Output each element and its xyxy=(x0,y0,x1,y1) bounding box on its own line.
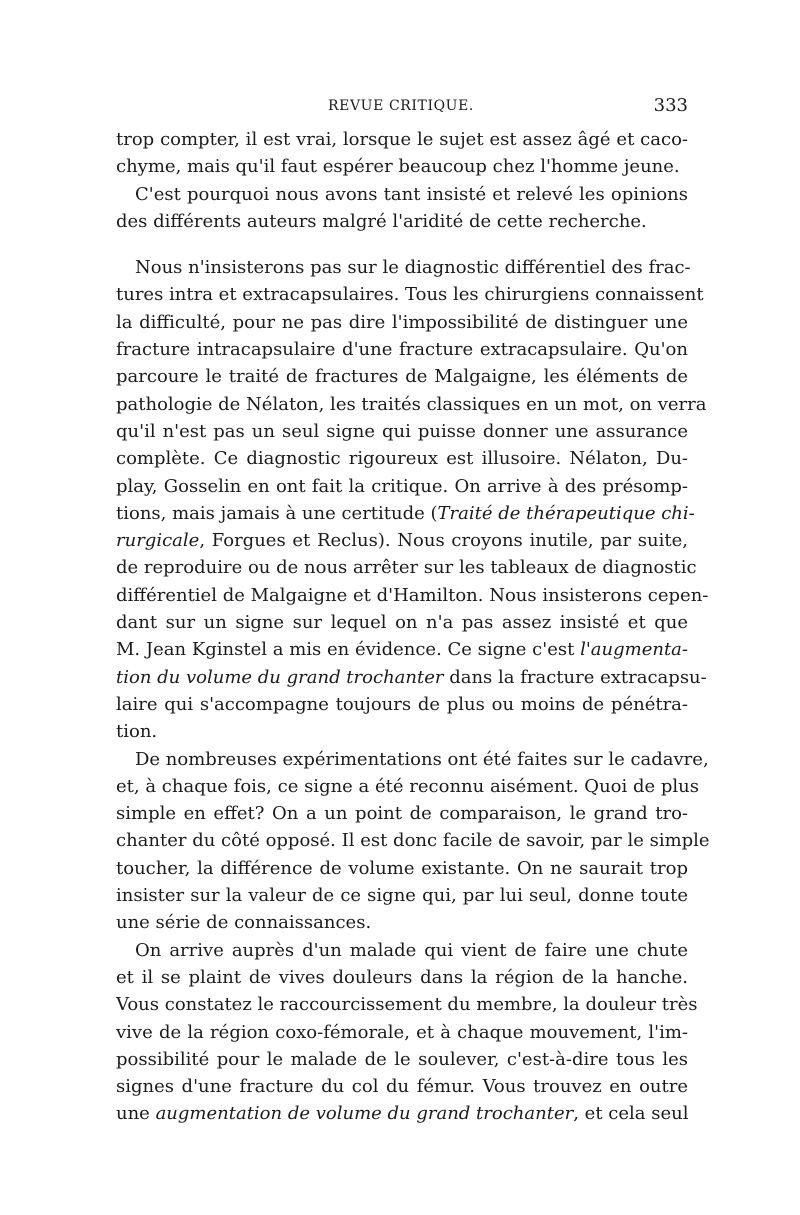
text-line xyxy=(116,664,707,691)
text-line: différentiel de Malgaigne et d'Hamilton. Nous insisterons cepen- xyxy=(116,584,709,606)
text-fragment: , et cela seul xyxy=(573,1103,689,1125)
text-line: fracture intracapsulaire d'une fracture extracapsulaire. Qu'on xyxy=(116,339,688,361)
italic-citation: rurgicale xyxy=(116,530,200,552)
text-line: play, Gosselin en ont fait la critique. On arrive à des présomp- xyxy=(116,475,688,497)
text-line: signes d'une fracture du col du fémur. Vous trouvez en outre xyxy=(116,1076,688,1098)
text-line xyxy=(116,500,695,527)
text-line: toucher, la différence de volume existante. On ne saurait trop xyxy=(116,857,688,879)
text-line: laire qui s'accompagne toujours de plus ou moins de pénétra- xyxy=(116,693,688,715)
text-line: des différents auteurs malgré l'aridité de cette recherche. xyxy=(116,210,647,232)
text-line: parcoure le traité de fractures de Malgaigne, les éléments de xyxy=(116,366,688,388)
text-line xyxy=(116,527,688,554)
text-line: tures intra et extracapsulaires. Tous les chirurgiens connaissent xyxy=(116,284,704,306)
text-line: complète. Ce diagnostic rigoureux est illusoire. Nélaton, Du- xyxy=(116,448,688,470)
text-line: une série de connaissances. xyxy=(116,912,372,934)
text-line: de reproduire ou de nous arrêter sur les tableaux de diagnostic xyxy=(116,557,697,579)
text-line: pathologie de Nélaton, les traités classiques en un mot, on verra xyxy=(116,393,707,415)
text-line: Vous constatez le raccourcissement du membre, la douleur très xyxy=(116,994,698,1016)
page-number: 333 xyxy=(653,95,688,116)
text-line: insister sur la valeur de ce signe qui, par lui seul, donne toute xyxy=(116,885,688,907)
text-line: tion. xyxy=(116,721,158,743)
italic-emphasis: tion du volume du grand trochanter xyxy=(116,666,444,688)
text-line: et, à chaque fois, ce signe a été reconnu aisément. Quoi de plus xyxy=(116,775,699,797)
text-line: C'est pourquoi nous avons tant insisté et relevé les opinions xyxy=(135,183,688,205)
italic-emphasis: l'augmenta- xyxy=(580,639,688,661)
text-line: Nous n'insisterons pas sur le diagnostic différentiel des frac- xyxy=(135,257,691,279)
text-line: trop compter, il est vrai, lorsque le sujet est assez âgé et caco- xyxy=(116,129,688,150)
text-line: vive de la région coxo-fémorale, et à chaque mouvement, l'im- xyxy=(116,1021,688,1043)
text-line xyxy=(116,1100,688,1127)
text-line: De nombreuses expérimentations ont été faites sur le cadavre, xyxy=(135,748,709,770)
italic-emphasis: augmentation de volume du grand trochanter xyxy=(155,1103,574,1125)
text-line: simple en effet? On a un point de comparaison, le grand tro- xyxy=(116,803,688,825)
italic-citation: Traité de thérapeutique chi- xyxy=(437,502,695,524)
page-header xyxy=(116,96,688,122)
text-fragment: tions, mais jamais à une certitude ( xyxy=(116,502,438,524)
text-line: chanter du côté opposé. Il est donc facile de savoir, par le simple xyxy=(116,830,710,852)
text-line: On arrive auprès d'un malade qui vient de faire une chute xyxy=(135,939,688,961)
text-line: dant sur un signe sur lequel on n'a pas assez insisté et que xyxy=(116,612,688,634)
text-line: et il se plaint de vives douleurs dans la région de la hanche. xyxy=(116,966,688,988)
text-line: la difficulté, pour ne pas dire l'impossibilité de distinguer une xyxy=(116,311,688,333)
text-fragment: dans la fracture extracapsu- xyxy=(443,666,707,688)
text-fragment: , Forgues et Reclus). Nous croyons inutile, par suite, xyxy=(199,530,688,552)
body-text xyxy=(116,126,710,1128)
text-fragment: une xyxy=(116,1103,156,1125)
text-line xyxy=(116,636,688,663)
text-line: qu'il n'est pas un seul signe qui puisse donner une assurance xyxy=(116,420,688,442)
running-head: REVUE CRITIQUE. xyxy=(328,98,474,114)
text-fragment: M. Jean Kginstel a mis en évidence. Ce signe c'est xyxy=(116,639,581,661)
text-line: chyme, mais qu'il faut espérer beaucoup chez l'homme jeune. xyxy=(116,156,680,178)
paragraph-gap xyxy=(116,235,688,254)
text-line: possibilité pour le malade de le soulever, c'est-à-dire tous les xyxy=(116,1048,688,1070)
